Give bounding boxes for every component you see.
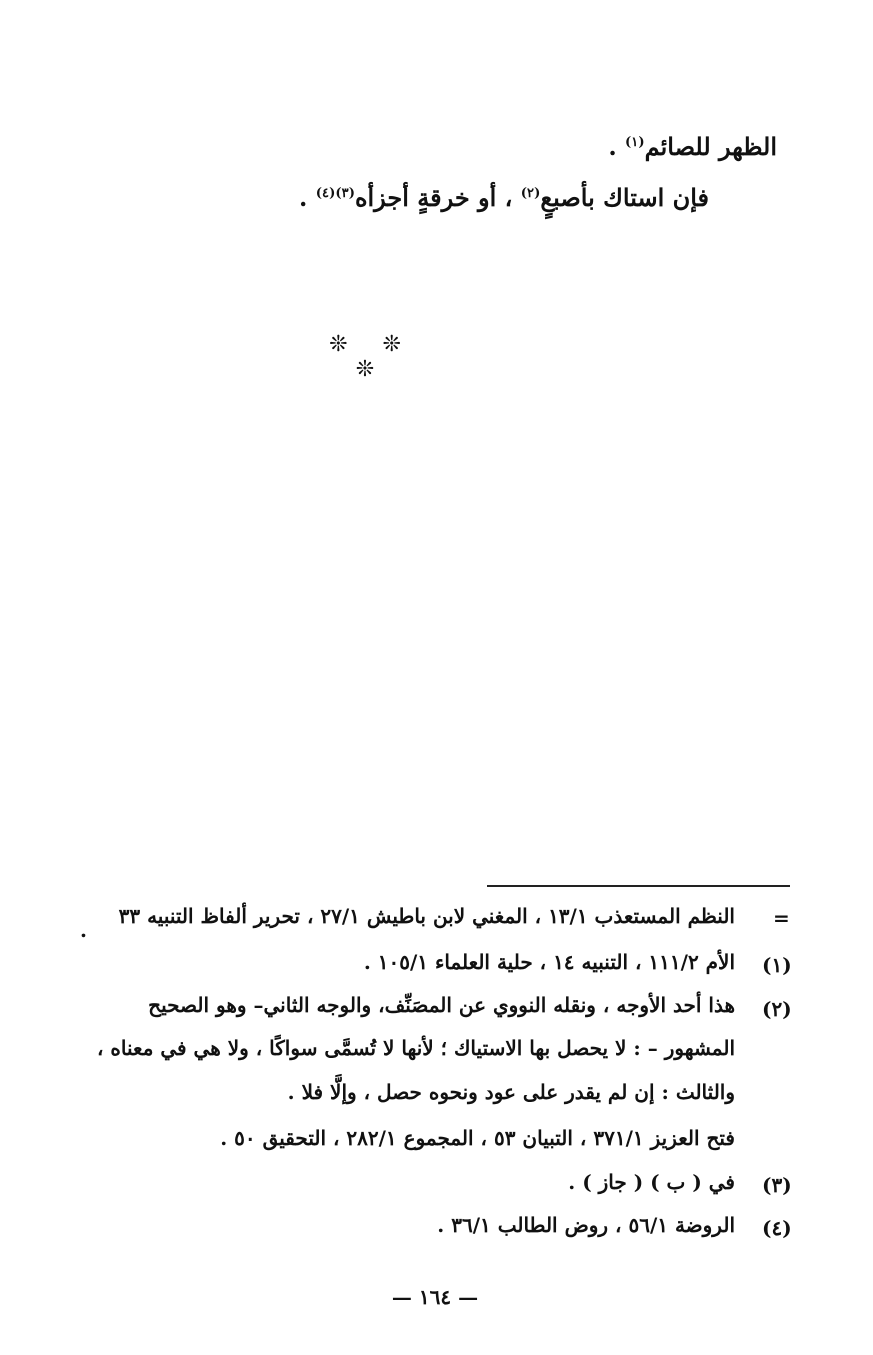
footnote-ref-1[interactable]: (١) [625,135,645,150]
footnote-ref-3-4[interactable]: (٣)(٤) [315,186,355,201]
footnote-2-line-4: فتح العزيز ٣٧١/١ ، التبيان ٥٣ ، المجموع ٢٨٢/١ ، التحقيق ٥٠ . [220,1126,735,1150]
footnote-continuation-marker: = [773,906,790,930]
footnote-3-number: (٣) [762,1173,792,1197]
footnote-4-number: (٤) [762,1216,792,1240]
footnote-ref-2[interactable]: (٢) [520,186,541,201]
body-line-2 [299,183,709,212]
body-line-1 [608,132,777,161]
footnote-continuation-line-1: النظم المستعذب ١٣/١ ، المغني لابن باطيش ٢٧/١ ، تحرير ألفاظ التنبيه ٣٣ [118,904,735,928]
footnote-2-number: (٢) [762,997,792,1021]
footnote-2-line-2: المشهور – : لا يحصل بها الاستياك ؛ لأنها لا تُسمَّى سواكًا ، ولا هي في معناه ، [97,1036,735,1060]
page-number: — ١٦٤ — [391,1285,479,1309]
footnote-3-text: في ( ب ) ( جاز ) . [568,1170,735,1194]
footnote-2-line-1: هذا أحد الأوجه ، ونقله النووي عن المصَنِّف، والوجه الثاني– وهو الصحيح [148,993,735,1017]
body-line-1-text: الظهر للصائم [644,132,777,161]
footnote-2-line-3: والثالث : إن لم يقدر على عود ونحوه حصل ، وإلَّا فلا . [287,1080,735,1104]
footnote-separator [487,885,790,887]
footnote-1-text: الأم ١١١/٢ ، التنبيه ١٤ ، حلية العلماء ١٠٥/١ . [363,950,735,974]
footnote-4-text: الروضة ٥٦/١ ، روض الطالب ٣٦/١ . [437,1213,735,1237]
body-line-2-end: . [299,183,308,212]
footnote-1-number: (١) [762,953,792,977]
section-ornament: ❊ ❊ ❊ [329,332,415,382]
footnote-continuation-line-2: . [80,918,87,942]
body-line-2-text-b: ، أو خرقةٍ أجزأه [354,183,513,212]
body-line-2-text-a: فإن استاك بأصبعٍ [540,183,709,212]
body-line-1-end: . [608,132,617,161]
